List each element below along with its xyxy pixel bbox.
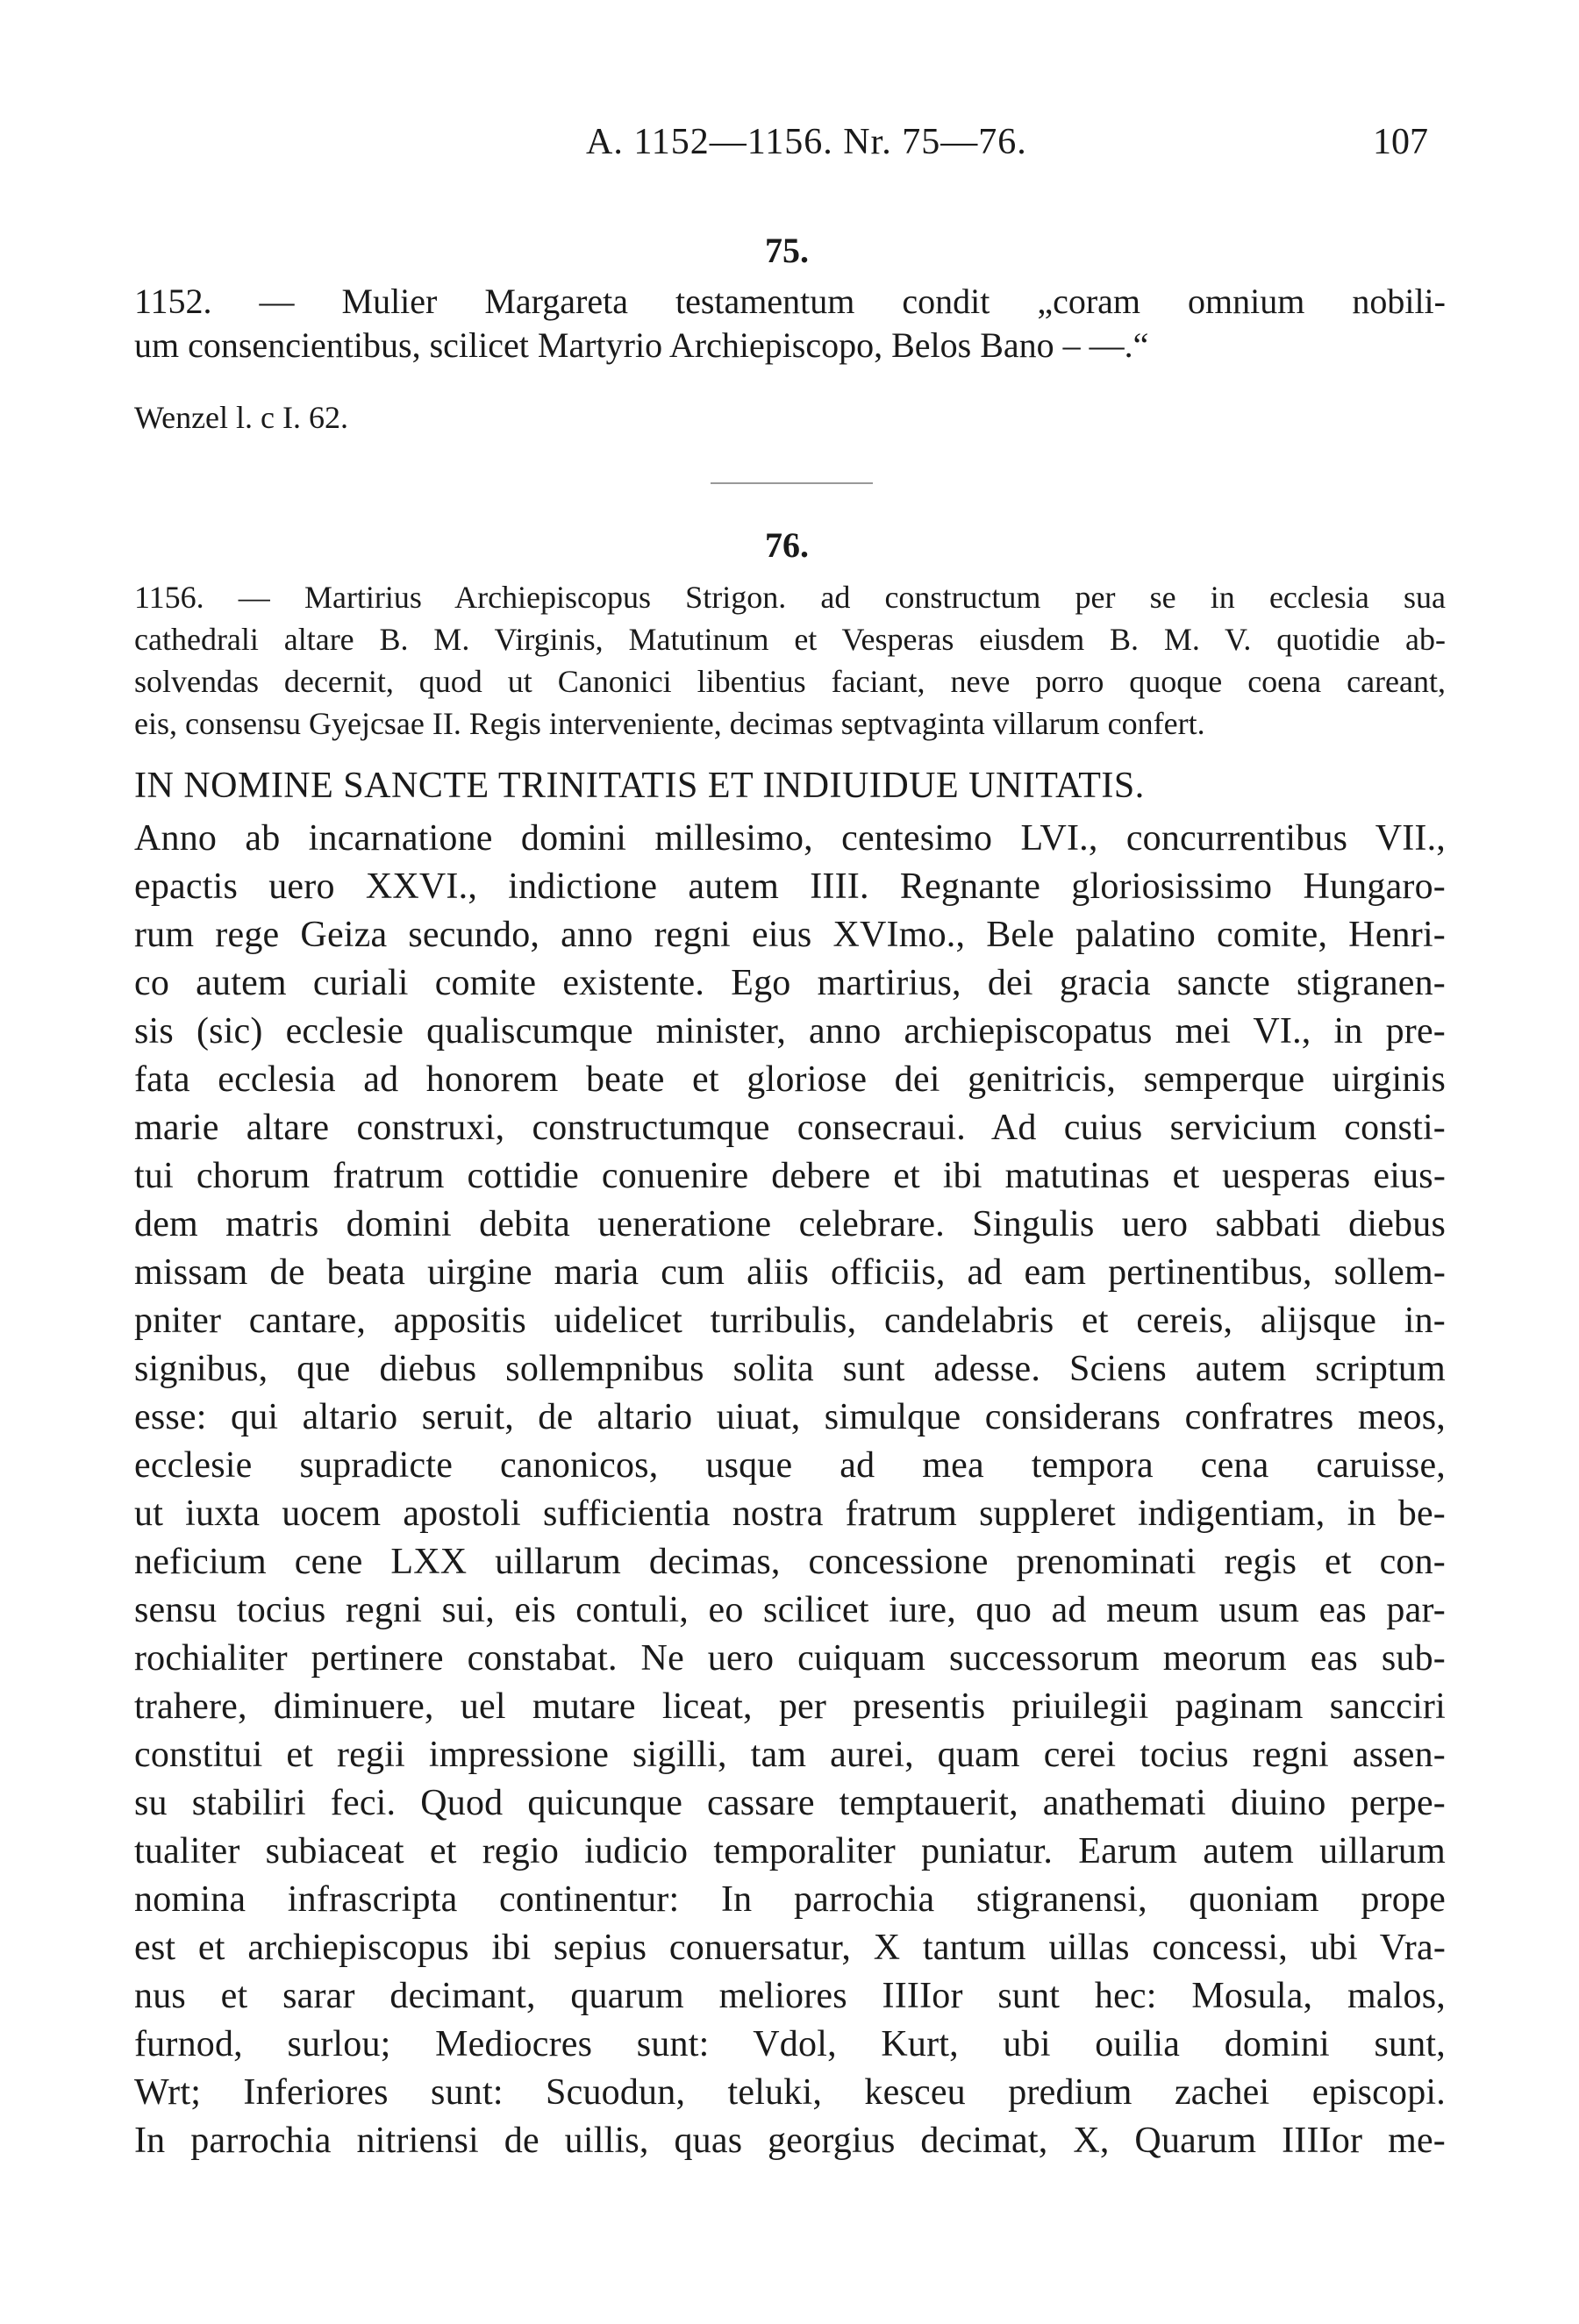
document-number-75: 75. <box>765 231 809 270</box>
charter-text-line: nomina infrascripta continentur: In parrochia stigranensi, quoniam prope <box>134 1879 1446 1920</box>
charter-text-line: marie altare construxi, constructumque consecraui. Ad cuius servicium consti- <box>134 1108 1446 1148</box>
charter-text-line: ut iuxta uocem apostoli sufficientia nostra fratrum suppleret indigentiam, in be- <box>134 1493 1446 1534</box>
charter-text-line: esse: qui altario seruit, de altario uiuat, simulque considerans confratres meos, <box>134 1397 1446 1437</box>
charter-text-line: In parrochia nitriensi de uillis, quas georgius decimat, X, Quarum IIIIor me- <box>134 2121 1446 2161</box>
charter-text-line: fata ecclesia ad honorem beate et gloriose dei genitricis, semperque uirginis <box>134 1059 1446 1100</box>
summary-line: cathedrali altare B. M. Virginis, Matutinum et Vesperas eiusdem B. M. V. quotidie ab- <box>134 622 1446 657</box>
charter-text-line: sensu tocius regni sui, eis contuli, eo scilicet iure, quo ad meum usum eas par- <box>134 1590 1446 1630</box>
source-reference: Wenzel l. c I. 62. <box>134 400 349 435</box>
summary-line: eis, consensu Gyejcsae II. Regis interveniente, decimas septvaginta villarum confert. <box>134 706 1205 741</box>
charter-text-line: rochialiter pertinere constabat. Ne uero cuiquam successorum meorum eas sub- <box>134 1638 1446 1679</box>
charter-text-line: epactis uero XXVI., indictione autem IIII. Regnante gloriosissimo Hungaro- <box>134 866 1446 907</box>
charter-text-line: Wrt; Inferiores sunt: Scuodun, teluki, kesceu predium zachei episcopi. <box>134 2072 1446 2113</box>
section-divider <box>711 482 873 484</box>
charter-text-line: trahere, diminuere, uel mutare liceat, per presentis priuilegii paginam sancciri <box>134 1686 1446 1727</box>
charter-text-line: co autem curiali comite existente. Ego martirius, dei gracia sancte stigranen- <box>134 963 1446 1003</box>
charter-text-line: furnod, surlou; Mediocres sunt: Vdol, Kurt, ubi ouilia domini sunt, <box>134 2024 1446 2064</box>
summary-line: 1156. — Martirius Archiepiscopus Strigon. ad constructum per se in ecclesia sua <box>134 580 1446 615</box>
charter-text-line: tualiter subiaceat et regio iudicio temporaliter puniatur. Earum autem uillarum <box>134 1831 1446 1871</box>
document-number-76: 76. <box>765 525 809 565</box>
charter-text-line: sis (sic) ecclesie qualiscumque minister, anno archiepiscopatus mei VI., in pre- <box>134 1011 1446 1052</box>
charter-text-line: missam de beata uirgine maria cum aliis officiis, ad eam pertinentibus, sollem- <box>134 1252 1446 1293</box>
charter-text-line: rum rege Geiza secundo, anno regni eius XVImo., Bele palatino comite, Henri- <box>134 915 1446 955</box>
summary-line: solvendas decernit, quod ut Canonici libentius faciant, neve porro quoque coena careant, <box>134 664 1446 699</box>
charter-text-line: su stabiliri feci. Quod quicunque cassare temptauerit, anathemati diuino perpe- <box>134 1783 1446 1823</box>
invocation-heading: IN NOMINE SANCTE TRINITATIS ET INDIUIDUE UNITATIS. <box>134 766 1145 806</box>
charter-text-line: ecclesie supradicte canonicos, usque ad mea tempora cena caruisse, <box>134 1445 1446 1486</box>
charter-text-line: neficium cene LXX uillarum decimas, concessione prenominati regis et con- <box>134 1542 1446 1582</box>
summary-line: um consencientibus, scilicet Martyrio Archiepiscopo, Belos Bano – —.“ <box>134 325 1149 365</box>
charter-text-line: pniter cantare, appositis uidelicet turribulis, candelabris et cereis, alijsque in- <box>134 1301 1446 1341</box>
running-header <box>0 121 1579 165</box>
charter-text-line: signibus, que diebus sollempnibus solita sunt adesse. Sciens autem scriptum <box>134 1349 1446 1389</box>
page-number: 107 <box>1373 122 1428 162</box>
charter-text-line: constitui et regii impressione sigilli, tam aurei, quam cerei tocius regni assen- <box>134 1735 1446 1775</box>
header-title: A. 1152—1156. Nr. 75—76. <box>586 122 1027 162</box>
charter-text-line: tui chorum fratrum cottidie conuenire debere et ibi matutinas et uesperas eius- <box>134 1156 1446 1196</box>
charter-text-line: est et archiepiscopus ibi sepius conuersatur, X tantum uillas concessi, ubi Vra- <box>134 1928 1446 1968</box>
charter-text-line: nus et sarar decimant, quarum meliores IIIIor sunt hec: Mosula, malos, <box>134 1976 1446 2016</box>
charter-text-line: dem matris domini debita ueneratione celebrare. Singulis uero sabbati diebus <box>134 1204 1446 1244</box>
summary-line: 1152. — Mulier Margareta testamentum condit „coram omnium nobili- <box>134 282 1446 321</box>
charter-text-line: Anno ab incarnatione domini millesimo, centesimo LVI., concurrentibus VII., <box>134 818 1446 859</box>
